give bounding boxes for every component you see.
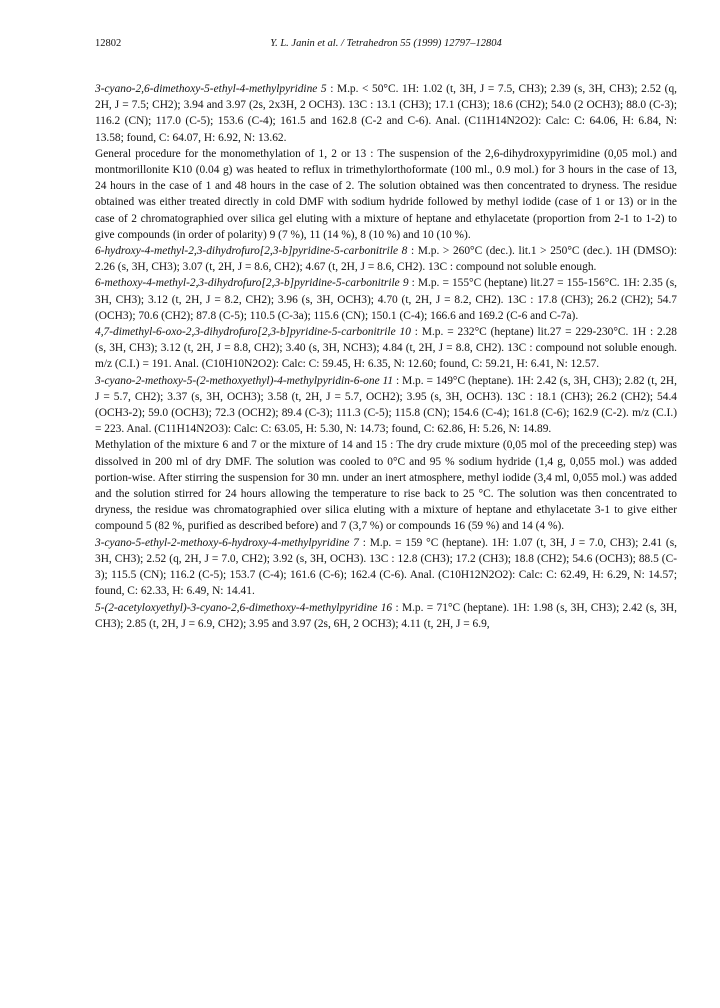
paragraph-text: : M.p. < 50°C. 1H: 1.02 (t, 3H, J = 7.5, CH3); 2.39 (s, 3H, CH3); 2.52 (q, 2H, J = 7.5; CH2); 3.94 and 3.97 (2s, 2x3H, 2 OCH3). 13C : 13.1 (CH3); 17.1 (CH3); 18.6 (CH2); 54.0 (2 OCH3); 88.0 (C-3); 116.2 (CN); 117.0 (C-5); 153.6 (C-4); 161.5 and 162.8 (C-2 and C-6). Anal. (C11H14N2O2): Calc: C: 64.06, H: 6.84, N: 13.58; found, C: 64.07, H: 6.92, N: 13.62. [95,83,678,144]
paragraph-compound-7 [95,535,677,600]
paragraph-compound-16 [95,600,677,632]
paragraph-text: : M.p. = 149°C (heptane). 1H: 2.42 (s, 3H, CH3); 2.82 (t, 2H, J = 5.7, CH2); 3.37 (s, 3H, OCH3); 3.58 (t, 2H, J = 5.7, OCH2); 3.95 (s, 3H, OCH3). 13C : 18.1 (CH3); 26.2 (CH2); 54.4 (OCH3-2); 59.0 (OCH3); 72.3 (OCH2); 89.4 (C-3); 111.3 (C-5); 115.8 (CN); 154.6 (C-4); 161.8 (C-6); 162.9 (C-2). m/z (C.I.) = 223. Anal. (C11H14N2O3): Calc: C: 63.05, H: 5.30, N: 14.73; found, C: 62.86, H: 5.26, N: 14.89. [95,374,677,436]
compound-name: 5-(2-acetyloxyethyl)-3-cyano-2,6-dimethoxy-4-methylpyridine 16 [95,601,393,614]
paragraph-methylation [95,437,677,534]
paragraph-general-procedure [95,146,677,243]
compound-name: 4,7-dimethyl-6-oxo-2,3-dihydrofuro[2,3-b]pyridine-5-carbonitrile 10 [95,326,411,339]
compound-name: 3-cyano-2,6-dimethoxy-5-ethyl-4-methylpyridine 5 [95,83,327,95]
page-number: 12802 [95,38,122,49]
paragraph-text: General procedure for the monomethylation of 1, 2 or 13 : The suspension of the 2,6-dihydroxypyrimidine (0,05 mol.) and montmorillonite K10 (0.04 g) was heated to reflux in trimethylorthoformate (100 ml., 0.9 mol.) for 3 hours in the case of 13, 24 hours in the case of 1 and 48 hours in the case of 2. The solution obtained was then concentrated to dryness. The residue obtained was either treated directly in cold DMF with sodium hydride followed by methyl iodide (case of 1 or 13) or in the case of 2 chromatographied over silica gel eluting with a mixture of heptane and ethylacetate (proportion from 2-1 to 1-2) to give compounds (in order of polarity) 9 (7 %), 11 (14 %), 8 (10 %) and 10 (10 %). [95,147,677,241]
compound-name: 6-hydroxy-4-methyl-2,3-dihydrofuro[2,3-b]pyridine-5-carbonitrile 8 [95,245,408,258]
compound-name: 6-methoxy-4-methyl-2,3-dihydrofuro[2,3-b]pyridine-5-carbonitrile 9 [95,277,409,290]
paragraph-text: Methylation of the mixture 6 and 7 or the mixture of 14 and 15 : The dry crude mixture (0,05 mol of the preceeding step) was dissolved in 200 ml of dry DMF. The solution was cooled to 0°C and 95 % sodium hydride (1,4 g, 0,055 mol.) was added portion-wise. After stirring the suspension for 30 mn. under an inert atmosphere, methyl iodide (3,4 ml, 0,055 mol.) was added and the solution stirred for 24 hours allowing the temperature to rise back to 25 °C. The solution was then concentrated to dryness, the residue was chromatographied over silica eluting with a mixture of heptane and ethylacetate 3-1 to give either compound 5 (82 %, purified as described before) and 7 (3,7 %) or compounds 16 (59 %) and 14 (4 %). [95,439,677,533]
paragraph-compound-11 [95,373,677,438]
paragraph-compound-5 [95,81,677,146]
page-body [95,81,677,632]
paragraph-compound-10 [95,324,677,373]
paragraph-compound-9 [95,275,677,324]
running-title: Y. L. Janin et al. / Tetrahedron 55 (1999) 12797–12804 [270,38,502,49]
paragraph-text: : M.p. = 155°C (heptane) lit.27 = 155-156°C. 1H: 2.35 (s, 3H, CH3); 3.12 (t, 2H, J = 8.2, CH2); 3.96 (s, 3H, OCH3); 4.70 (t, 2H, J = 8.2, CH2). 13C : 17.8 (CH3); 26.2 (CH2); 54.7 (OCH3); 70.6 (CH2); 87.8 (C-5); 110.5 (C-3a); 115.6 (CN); 150.1 (C-4); 166.6 and 169.2 (C-6 and C-7a). [95,277,677,322]
paragraph-text: : M.p. = 71°C (heptane). 1H: 1.98 (s, 3H, CH3); 2.42 (s, 3H, CH3); 2.85 (t, 2H, J = 6.9, CH2); 3.95 and 3.97 (2s, 6H, 2 OCH3); 4.11 (t, 2H, J = 6.9, [95,601,678,630]
compound-name: 3-cyano-5-ethyl-2-methoxy-6-hydroxy-4-methylpyridine 7 [95,536,359,549]
page-header [95,38,677,54]
compound-name: 3-cyano-2-methoxy-5-(2-methoxyethyl)-4-methylpyridin-6-one 11 [95,374,394,387]
paragraph-compound-8 [95,243,677,275]
paragraph-text: : M.p. > 260°C (dec.). lit.1 > 250°C (dec.). 1H (DMSO): 2.26 (s, 3H, CH3); 3.07 (t, 2H, J = 8.6, CH2); 4.67 (t, 2H, J = 8.6, CH2). 13C : compound not soluble enough. [95,245,678,274]
paragraph-text: : M.p. = 159 °C (heptane). 1H: 1.07 (t, 3H, J = 7.0, CH3); 2.41 (s, 3H, CH3); 2.52 (q, 2H, J = 7.0, CH2); 3.92 (s, 3H, OCH3). 13C : 12.8 (CH3); 17.2 (CH3); 18.8 (CH2); 54.6 (OCH3); 88.5 (C-3); 115.5 (CN); 116.2 (C-5); 153.7 (C-4); 161.6 (C-6); 162.4 (C-6). Anal. (C10H12N2O2): Calc: C: 62.49, H: 6.29, N: 14.57; found, C: 62.33, H: 6.49, N: 14.41. [95,536,678,598]
paragraph-text: : M.p. = 232°C (heptane) lit.27 = 229-230°C. 1H : 2.28 (s, 3H, CH3); 3.12 (t, 2H, J = 8.8, CH2); 3.40 (s, 3H, NCH3); 4.84 (t, 2H, J = 8.8, CH2). 13C : compound not soluble enough. m/z (C.I.) = 191. Anal. (C10H10N2O2): Calc: C: 59.45, H: 6.35, N: 12.60; found, C: 59.21, H: 6.41, N: 12.57. [95,326,677,371]
